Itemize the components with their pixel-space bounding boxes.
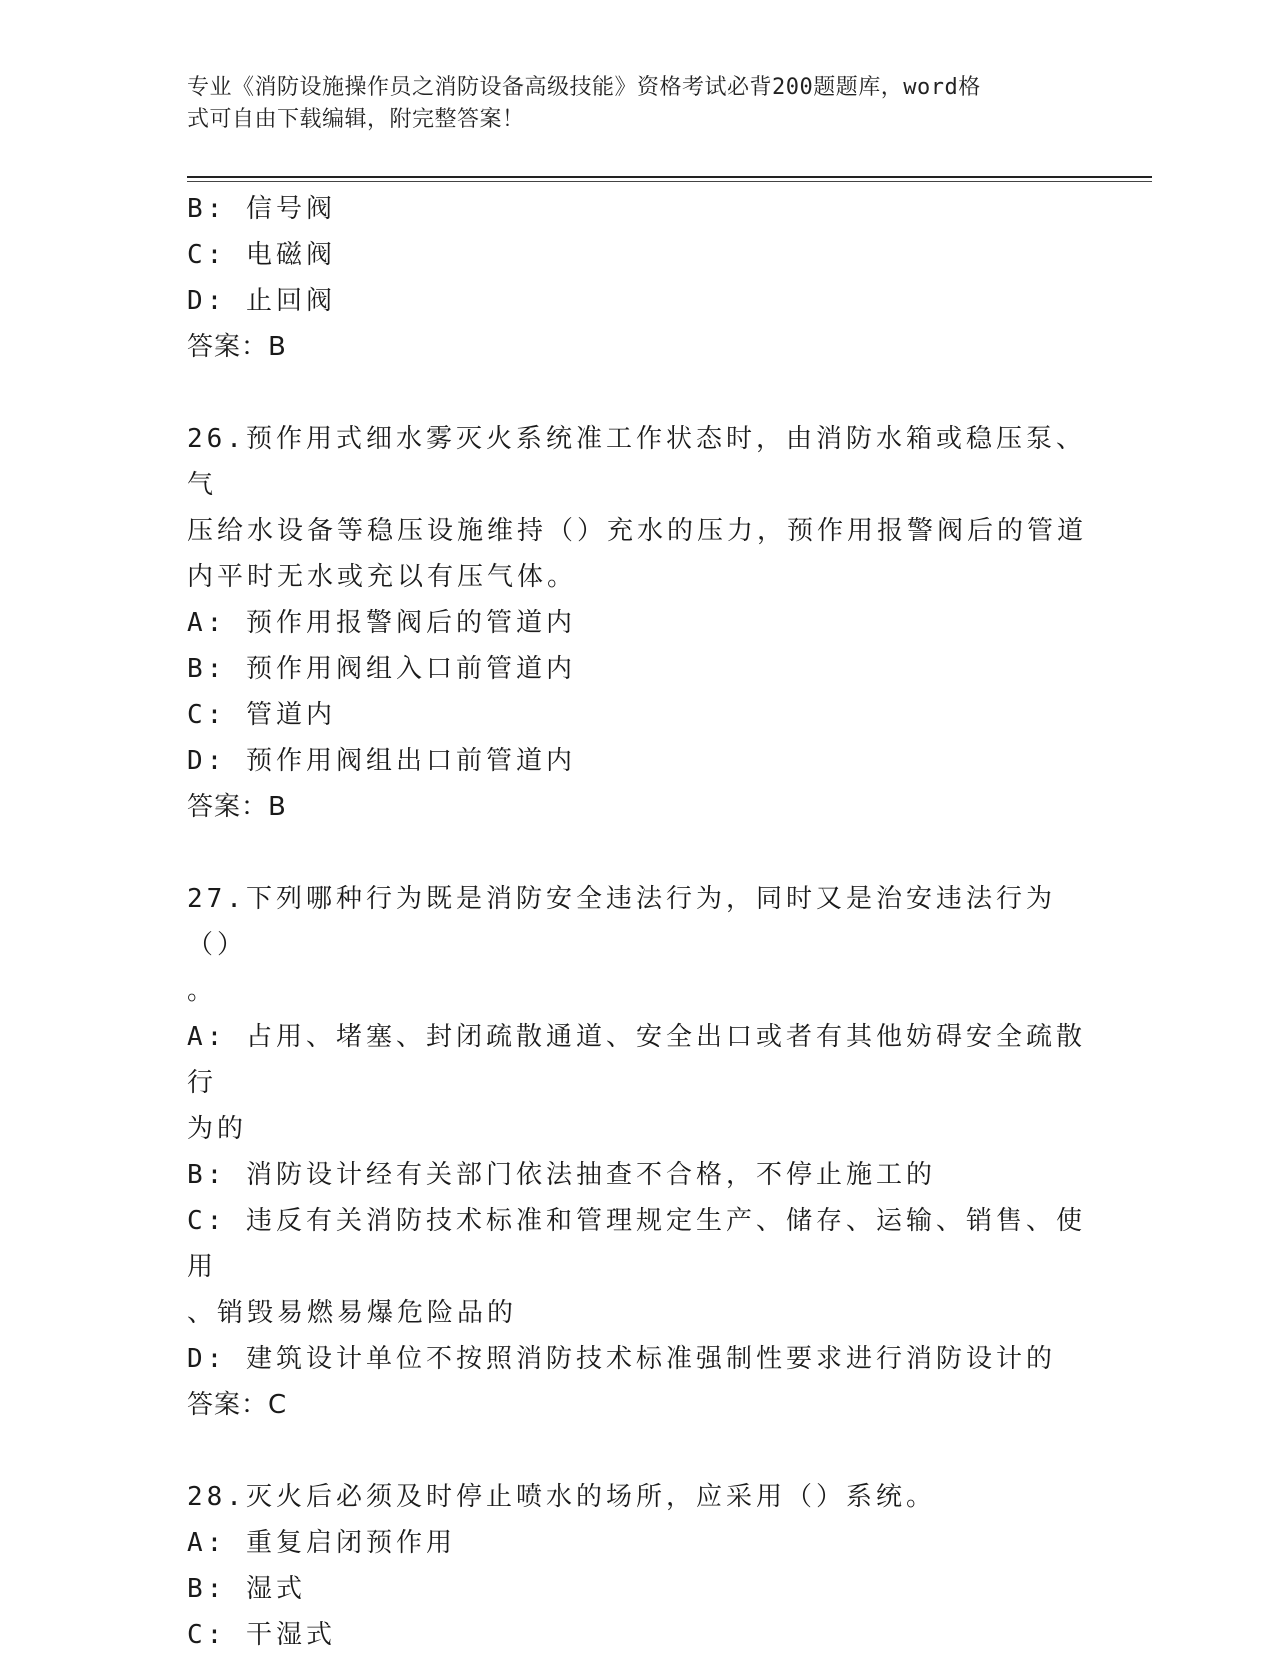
option-d: D: 止回阀 bbox=[187, 286, 336, 316]
option-b: B: 信号阀 bbox=[187, 194, 336, 224]
question-list bbox=[187, 186, 1087, 1658]
option-c: C: 违反有关消防技术标准和管理规定生产、储存、运输、销售、使用 bbox=[187, 1206, 1086, 1282]
question-26 bbox=[187, 416, 1087, 830]
option-c: C: 管道内 bbox=[187, 700, 336, 730]
option-b: B: 湿式 bbox=[187, 1574, 306, 1604]
option-b: B: 预作用阀组入口前管道内 bbox=[187, 654, 576, 684]
option-a: A: 重复启闭预作用 bbox=[187, 1528, 456, 1558]
option-c-continued: 、销毁易燃易爆危险品的 bbox=[187, 1298, 518, 1328]
question-stem: 内平时无水或充以有压气体。 bbox=[187, 562, 578, 592]
spacer bbox=[187, 370, 1087, 416]
header-rule-thick bbox=[187, 176, 1152, 178]
option-c: C: 电磁阀 bbox=[187, 240, 336, 270]
question-stem: 。 bbox=[187, 976, 218, 1006]
question-stem: 26.预作用式细水雾灭火系统准工作状态时，由消防水箱或稳压泵、气 bbox=[187, 424, 1086, 500]
document-header bbox=[187, 72, 1087, 136]
option-b: B: 消防设计经有关部门依法抽查不合格，不停止施工的 bbox=[187, 1160, 936, 1190]
spacer bbox=[187, 1428, 1087, 1474]
question-stem: 压给水设备等稳压设施维持（）充水的压力，预作用报警阀后的管道 bbox=[187, 516, 1088, 546]
question-27 bbox=[187, 876, 1087, 1428]
option-a-continued: 为的 bbox=[187, 1114, 248, 1144]
answer-line: 答案：C bbox=[187, 1390, 288, 1420]
spacer bbox=[187, 830, 1087, 876]
question-stem: 28.灭火后必须及时停止喷水的场所，应采用（）系统。 bbox=[187, 1482, 936, 1512]
question-25 bbox=[187, 186, 1087, 370]
question-28 bbox=[187, 1474, 1087, 1658]
option-a: A: 预作用报警阀后的管道内 bbox=[187, 608, 576, 638]
question-stem: 27.下列哪种行为既是消防安全违法行为，同时又是治安违法行为（） bbox=[187, 884, 1056, 960]
option-a: A: 占用、堵塞、封闭疏散通道、安全出口或者有其他妨碍安全疏散行 bbox=[187, 1022, 1086, 1098]
header-line-1: 专业《消防设施操作员之消防设备高级技能》资格考试必背200题题库，word格 bbox=[187, 75, 981, 100]
header-rule-thin bbox=[187, 181, 1152, 182]
answer-line: 答案：B bbox=[187, 792, 287, 822]
option-c: C: 干湿式 bbox=[187, 1620, 336, 1650]
header-line-2: 式可自由下载编辑，附完整答案！ bbox=[187, 107, 525, 132]
option-d: D: 建筑设计单位不按照消防技术标准强制性要求进行消防设计的 bbox=[187, 1344, 1056, 1374]
option-d: D: 预作用阀组出口前管道内 bbox=[187, 746, 576, 776]
answer-line: 答案：B bbox=[187, 332, 287, 362]
